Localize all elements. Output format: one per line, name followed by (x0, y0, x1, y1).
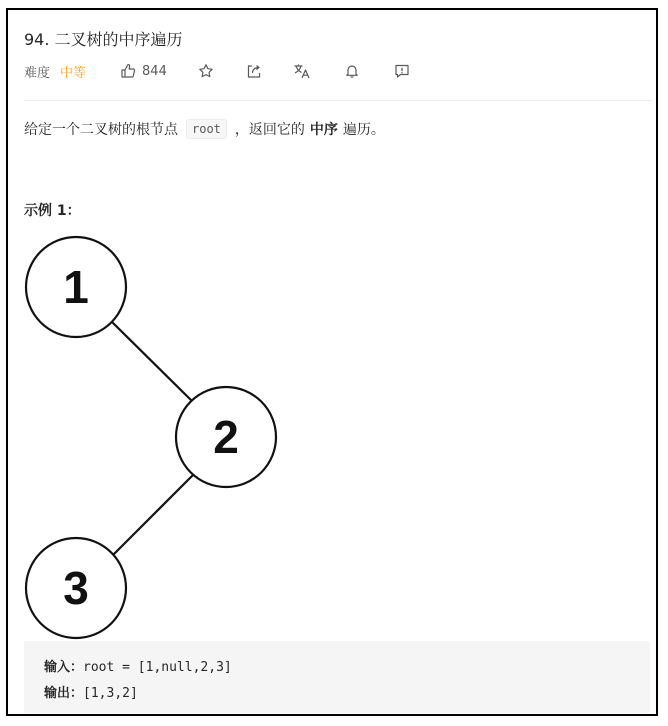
like-button[interactable] (120, 63, 167, 79)
description-text: 遍历。 (342, 122, 385, 138)
share-button[interactable] (243, 60, 265, 82)
example-output-line (44, 681, 630, 707)
input-value: root = [1,null,2,3] (83, 660, 232, 675)
code-root: root (186, 119, 227, 139)
translate-icon (293, 63, 311, 79)
header-divider (24, 100, 652, 101)
share-icon (246, 63, 262, 79)
problem-meta-bar (24, 60, 413, 82)
example-input-line (44, 655, 630, 681)
output-value: [1,3,2] (83, 686, 138, 701)
tree-edge (112, 322, 193, 402)
difficulty-label: 难度 (24, 65, 51, 81)
input-label: 输入： (44, 660, 84, 675)
tree-node-label: 2 (213, 411, 239, 463)
subscribe-button[interactable] (341, 60, 363, 82)
example-title: 示例 1： (24, 203, 81, 219)
difficulty-badge: 中等 (60, 65, 87, 81)
tree-node-label: 1 (63, 261, 89, 313)
translate-button[interactable] (291, 60, 313, 82)
output-label: 输出： (44, 686, 84, 701)
description-bold: 中序 (309, 122, 338, 138)
problem-title: 94. 二叉树的中序遍历 (24, 30, 183, 49)
like-count: 844 (142, 63, 167, 79)
star-icon (198, 63, 214, 79)
favorite-button[interactable] (195, 60, 217, 82)
feedback-button[interactable] (391, 60, 413, 82)
description-text: ，返回它的 (234, 122, 305, 138)
binary-tree-diagram (20, 230, 290, 642)
tree-edge (112, 475, 193, 556)
bell-icon (344, 63, 360, 79)
description-text: 给定一个二叉树的根节点 (24, 122, 178, 138)
feedback-icon (394, 63, 410, 79)
problem-description (24, 119, 385, 139)
example-io-block (24, 641, 650, 713)
thumbs-up-icon (120, 63, 136, 79)
tree-node-label: 3 (63, 562, 89, 614)
